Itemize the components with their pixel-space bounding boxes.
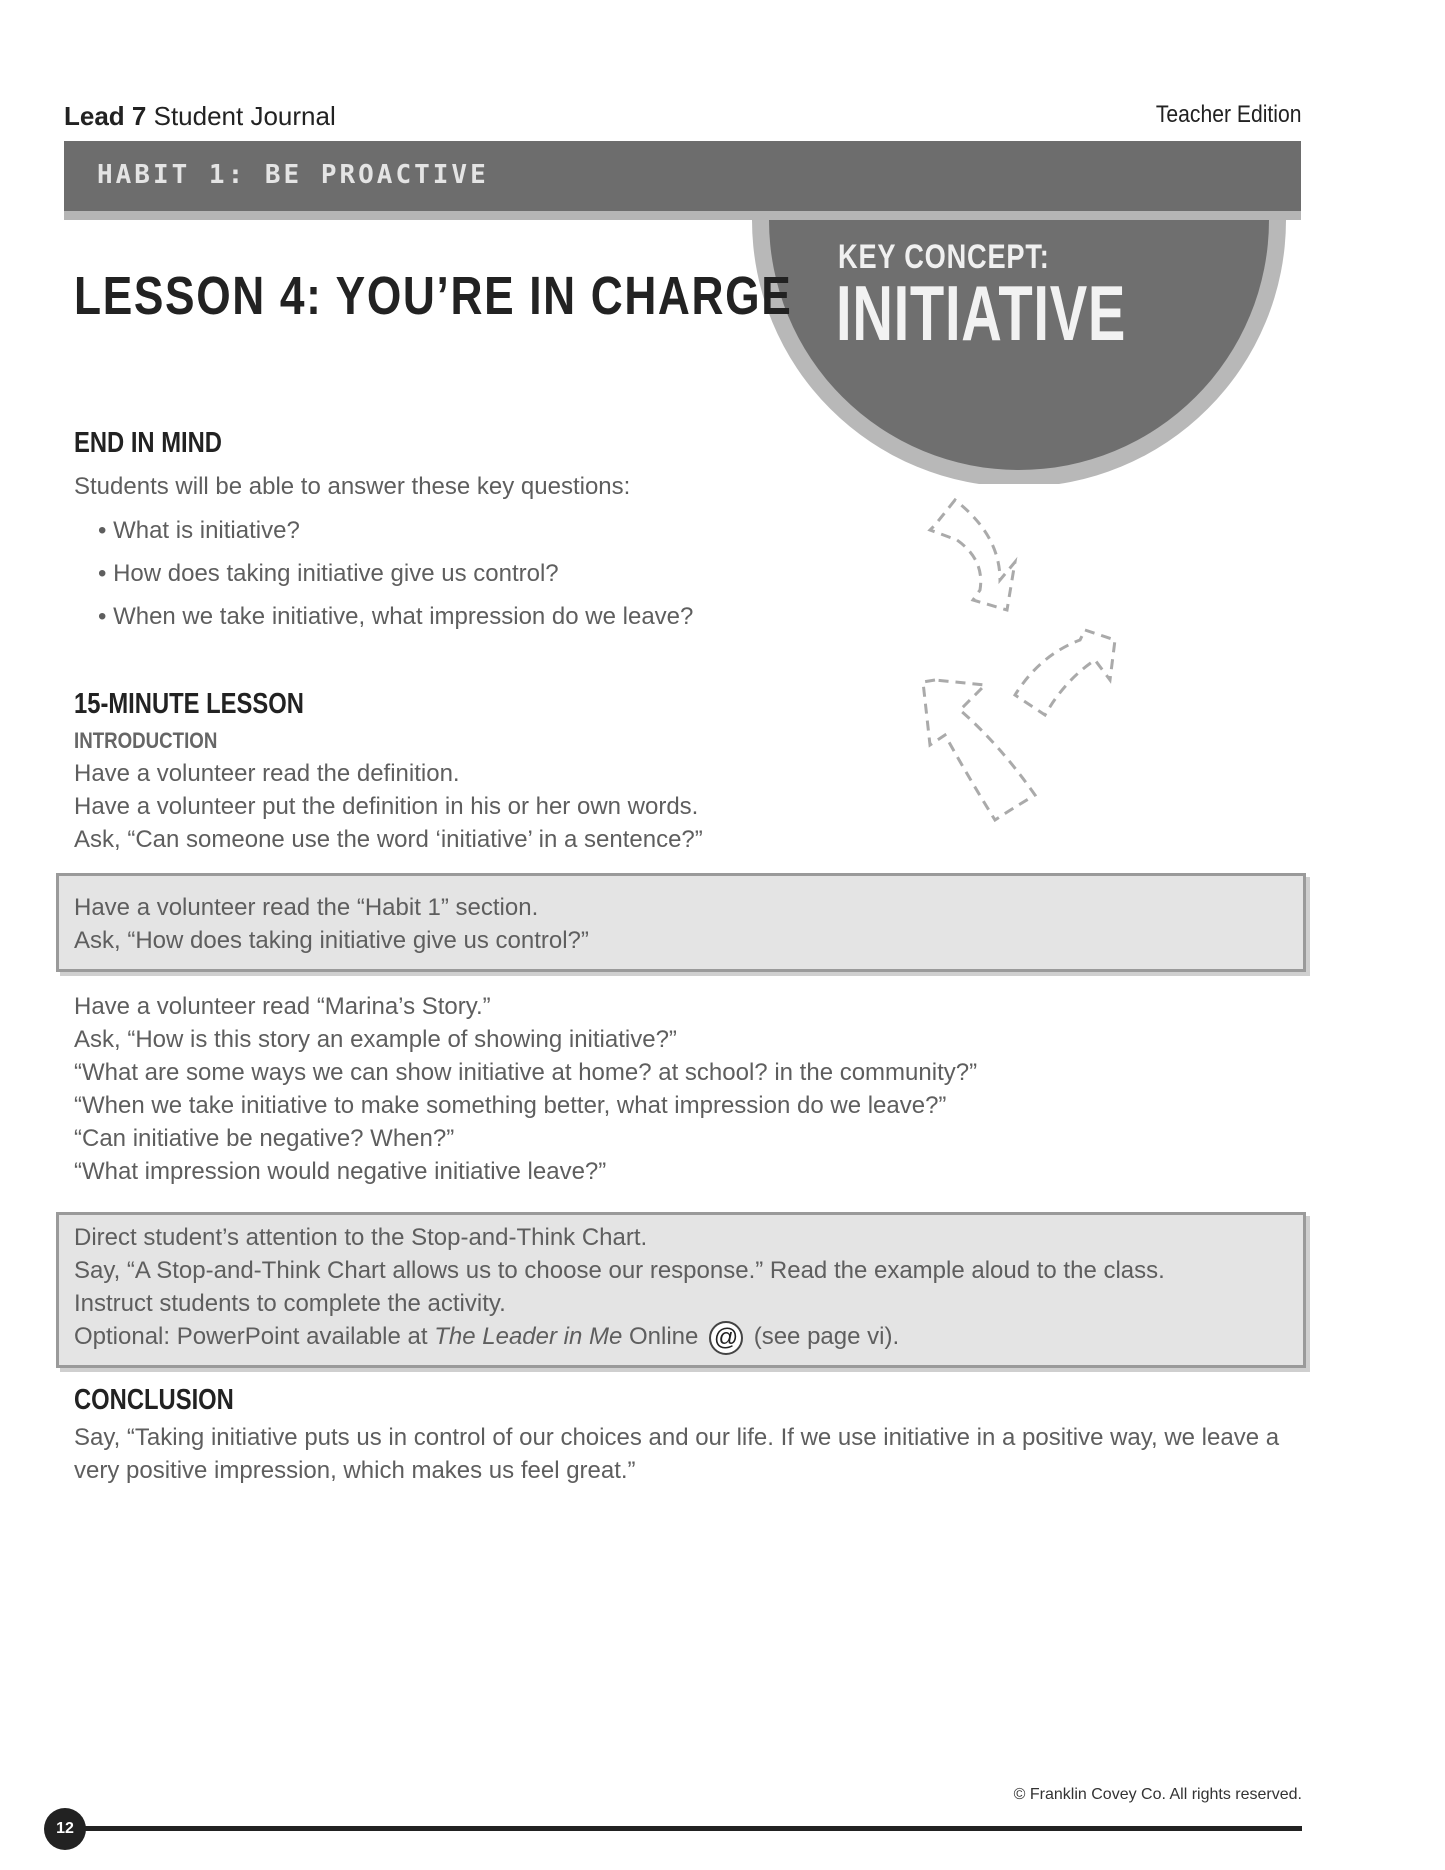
text-line: “Can initiative be negative? When?” <box>74 1125 455 1152</box>
text-line: Ask, “How is this story an example of showing initiative?” <box>74 1026 677 1053</box>
list-item: • What is initiative? <box>98 517 300 544</box>
end-in-mind-intro: Students will be able to answer these key questions: <box>74 473 631 500</box>
leader-in-me-title: The Leader in Me <box>434 1323 623 1350</box>
lesson-title: LESSON 4: YOU’RE IN CHARGE <box>74 266 793 326</box>
journal-title <box>64 101 336 132</box>
text-line: Have a volunteer read “Marina’s Story.” <box>74 993 491 1020</box>
text-line: Ask, “How does taking initiative give us control?” <box>74 927 589 954</box>
brand-rest: Student Journal <box>146 101 336 131</box>
story-questions <box>74 990 977 1188</box>
banner-text: HABIT 1: BE PROACTIVE <box>97 160 489 190</box>
lesson-heading: 15-MINUTE LESSON <box>74 688 304 720</box>
callout-box-text <box>74 891 589 957</box>
list-item: • When we take initiative, what impression do we leave? <box>98 603 694 630</box>
end-in-mind-heading: END IN MIND <box>74 427 222 459</box>
edition-label: Teacher Edition <box>1155 101 1301 128</box>
text-line: “When we take initiative to make something better, what impression do we leave?” <box>74 1092 947 1119</box>
optional-suffix: (see page vi). <box>747 1323 900 1350</box>
introduction-text <box>74 757 703 856</box>
footer-rule <box>74 1826 1302 1831</box>
brand-bold: Lead 7 <box>64 101 147 131</box>
online-at-icon: @ <box>709 1321 743 1355</box>
key-concept-word: INITIATIVE <box>836 269 1127 357</box>
page-number: 12 <box>44 1808 86 1850</box>
optional-mid: Online <box>622 1323 706 1350</box>
text-line: Say, “Taking initiative puts us in control of our choices and our life. If we use initiative in a positive way, we leave a <box>74 1424 1280 1451</box>
text-line: Have a volunteer put the definition in his or her own words. <box>74 793 699 820</box>
optional-prefix: Optional: PowerPoint available at <box>74 1323 435 1350</box>
conclusion-heading: CONCLUSION <box>74 1384 234 1416</box>
text-line: Have a volunteer read the definition. <box>74 760 460 787</box>
text-line: Say, “A Stop-and-Think Chart allows us to choose our response.” Read the example aloud to the class. <box>74 1257 1165 1284</box>
list-item: • How does taking initiative give us control? <box>98 560 559 587</box>
text-line: Have a volunteer read the “Habit 1” section. <box>74 894 539 921</box>
text-line: very positive impression, which makes us feel great.” <box>74 1457 636 1484</box>
text-line: “What impression would negative initiative leave?” <box>74 1158 607 1185</box>
text-line: Ask, “Can someone use the word ‘initiative’ in a sentence?” <box>74 826 703 853</box>
callout-box-text <box>74 1221 1165 1355</box>
text-line: Instruct students to complete the activity. <box>74 1290 506 1317</box>
copyright-notice: © Franklin Covey Co. All rights reserved. <box>1013 1786 1302 1803</box>
conclusion-text <box>74 1421 1279 1487</box>
optional-line <box>74 1320 1165 1355</box>
text-line: Direct student’s attention to the Stop-and-Think Chart. <box>74 1224 648 1251</box>
dashed-arrows-illustration <box>915 480 1155 840</box>
text-line: “What are some ways we can show initiative at home? at school? in the community?” <box>74 1059 978 1086</box>
introduction-heading: INTRODUCTION <box>74 728 218 753</box>
key-concept-label: KEY CONCEPT: <box>838 238 1050 276</box>
